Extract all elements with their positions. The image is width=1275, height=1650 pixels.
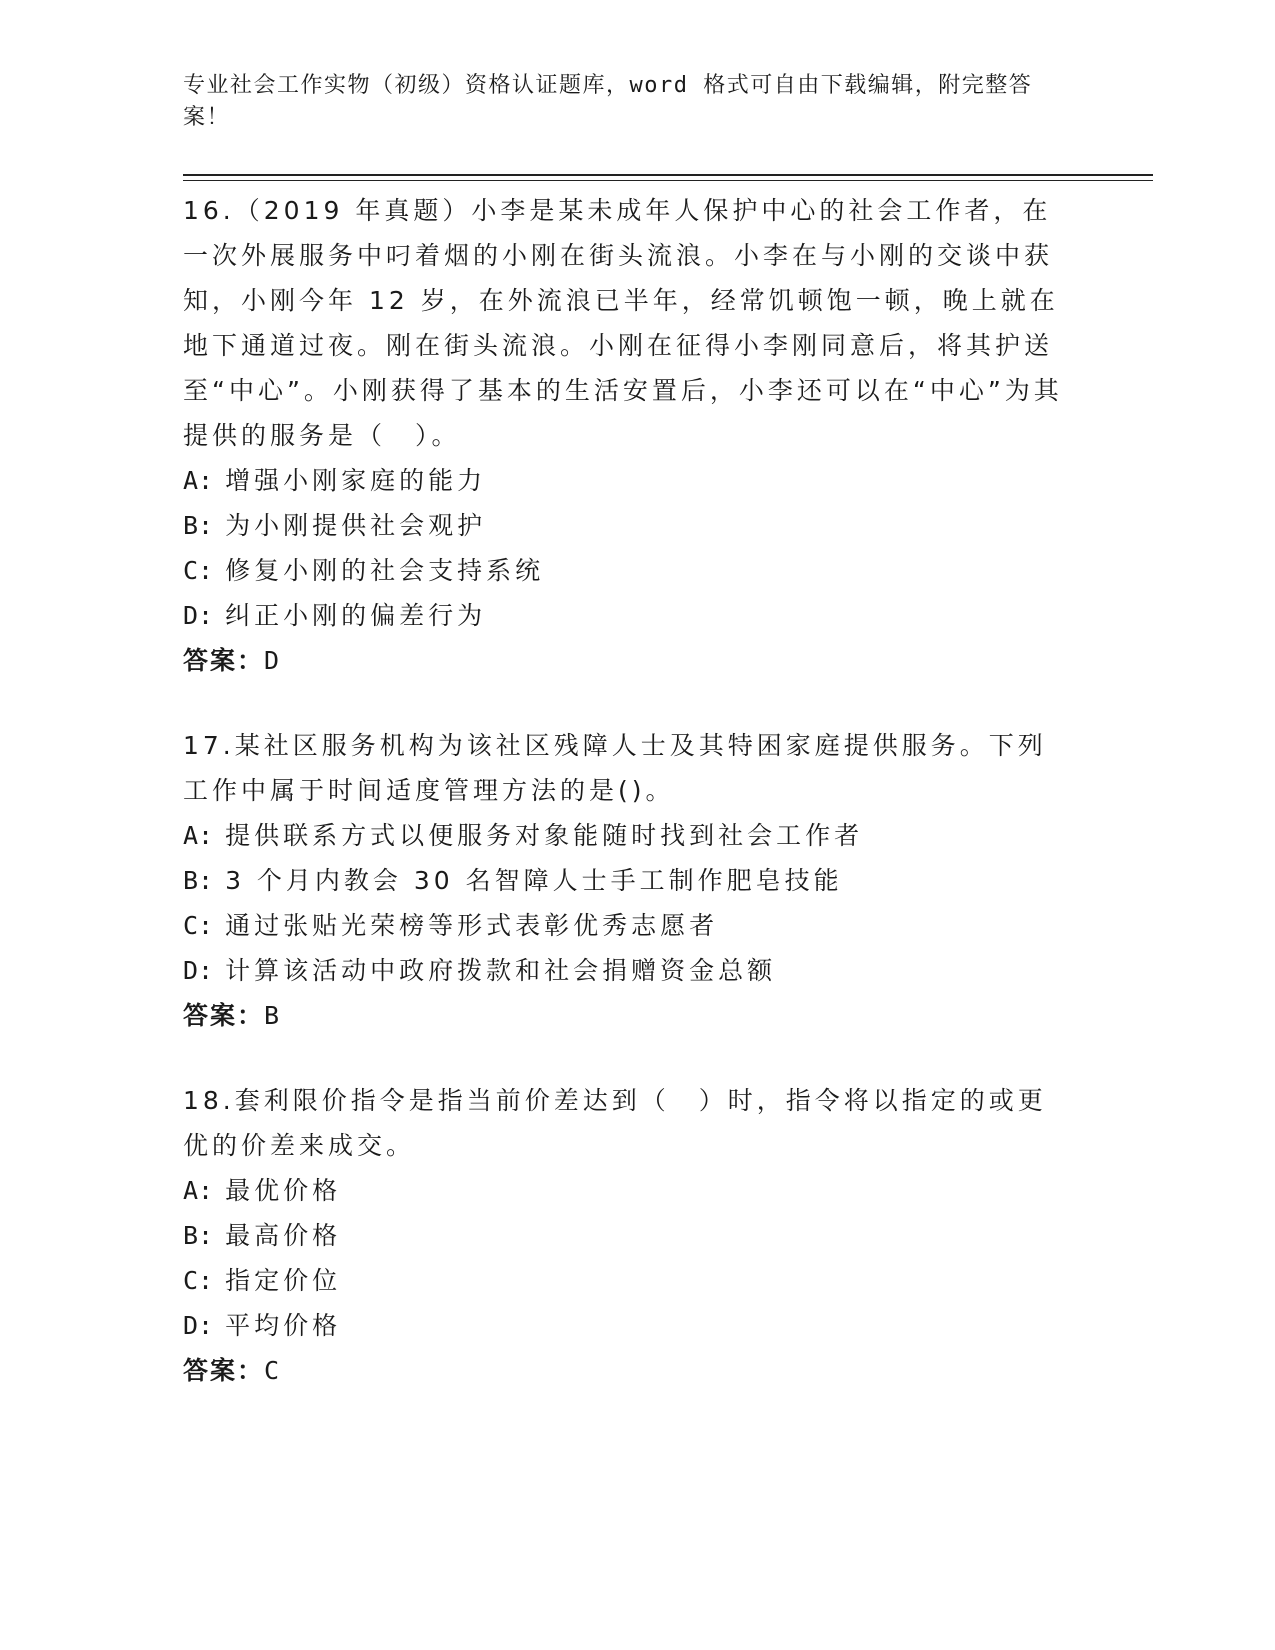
option-text: 指定价位 <box>225 1266 342 1295</box>
option-letter: A: <box>183 821 214 850</box>
answer-label: 答案： <box>183 1356 265 1385</box>
option-c <box>183 548 1063 593</box>
option-b <box>183 1213 1063 1258</box>
option-a <box>183 458 1063 503</box>
answer-line <box>183 1348 1063 1393</box>
option-text: 最高价格 <box>225 1221 342 1250</box>
question-stem: 18.套利限价指令是指当前价差达到（ ）时，指令将以指定的或更优的价差来成交。 <box>183 1086 1047 1160</box>
option-text: 提供联系方式以便服务对象能随时找到社会工作者 <box>225 821 864 850</box>
option-letter: A: <box>183 466 214 495</box>
option-text: 为小刚提供社会观护 <box>225 511 487 540</box>
header-divider-thin <box>183 180 1153 181</box>
question-17 <box>183 723 1063 1038</box>
option-letter: B: <box>183 511 214 540</box>
option-b <box>183 858 1063 903</box>
answer-line <box>183 993 1063 1038</box>
document-header: 专业社会工作实物（初级）资格认证题库，word 格式可自由下载编辑，附完整答案！ <box>183 73 1033 130</box>
question-stem: 16.（2019 年真题）小李是某未成年人保护中心的社会工作者，在一次外展服务中叼着烟的小刚在街头流浪。小李在与小刚的交谈中获知，小刚今年 12 岁，在外流浪已半年，经常饥顿饱一顿，晚上就在地下通道过夜。刚在街头流浪。小刚在征得小李刚同意后，将其护送至“中心”。小刚获得了基本的生活安置后，小李还可以在“中心”为其提供的服务是（ ）。 <box>183 196 1063 450</box>
option-letter: C: <box>183 1266 214 1295</box>
answer-line <box>183 638 1063 683</box>
header-divider-thick <box>183 174 1153 176</box>
option-c <box>183 1258 1063 1303</box>
option-text: 通过张贴光荣榜等形式表彰优秀志愿者 <box>225 911 719 940</box>
option-text: 增强小刚家庭的能力 <box>225 466 487 495</box>
answer-value: C <box>264 1356 282 1385</box>
option-letter: D: <box>183 1311 214 1340</box>
option-d <box>183 1303 1063 1348</box>
option-a <box>183 1168 1063 1213</box>
option-letter: A: <box>183 1176 214 1205</box>
option-text: 平均价格 <box>225 1311 342 1340</box>
answer-label: 答案： <box>183 1001 265 1030</box>
option-text: 最优价格 <box>225 1176 342 1205</box>
option-d <box>183 593 1063 638</box>
option-letter: B: <box>183 866 214 895</box>
option-letter: C: <box>183 556 214 585</box>
option-text: 3 个月内教会 30 名智障人士手工制作肥皂技能 <box>225 866 843 895</box>
question-18 <box>183 1078 1063 1393</box>
answer-label: 答案： <box>183 646 265 675</box>
answer-value: D <box>264 646 282 675</box>
option-text: 修复小刚的社会支持系统 <box>225 556 545 585</box>
option-d <box>183 948 1063 993</box>
option-letter: C: <box>183 911 214 940</box>
question-list <box>183 188 1063 1433</box>
option-text: 纠正小刚的偏差行为 <box>225 601 487 630</box>
answer-value: B <box>264 1001 282 1030</box>
question-stem: 17.某社区服务机构为该社区残障人士及其特困家庭提供服务。下列工作中属于时间适度管理方法的是()。 <box>183 731 1047 805</box>
option-b <box>183 503 1063 548</box>
question-16 <box>183 188 1063 683</box>
option-a <box>183 813 1063 858</box>
option-text: 计算该活动中政府拨款和社会捐赠资金总额 <box>225 956 777 985</box>
option-letter: B: <box>183 1221 214 1250</box>
option-letter: D: <box>183 601 214 630</box>
option-letter: D: <box>183 956 214 985</box>
option-c <box>183 903 1063 948</box>
